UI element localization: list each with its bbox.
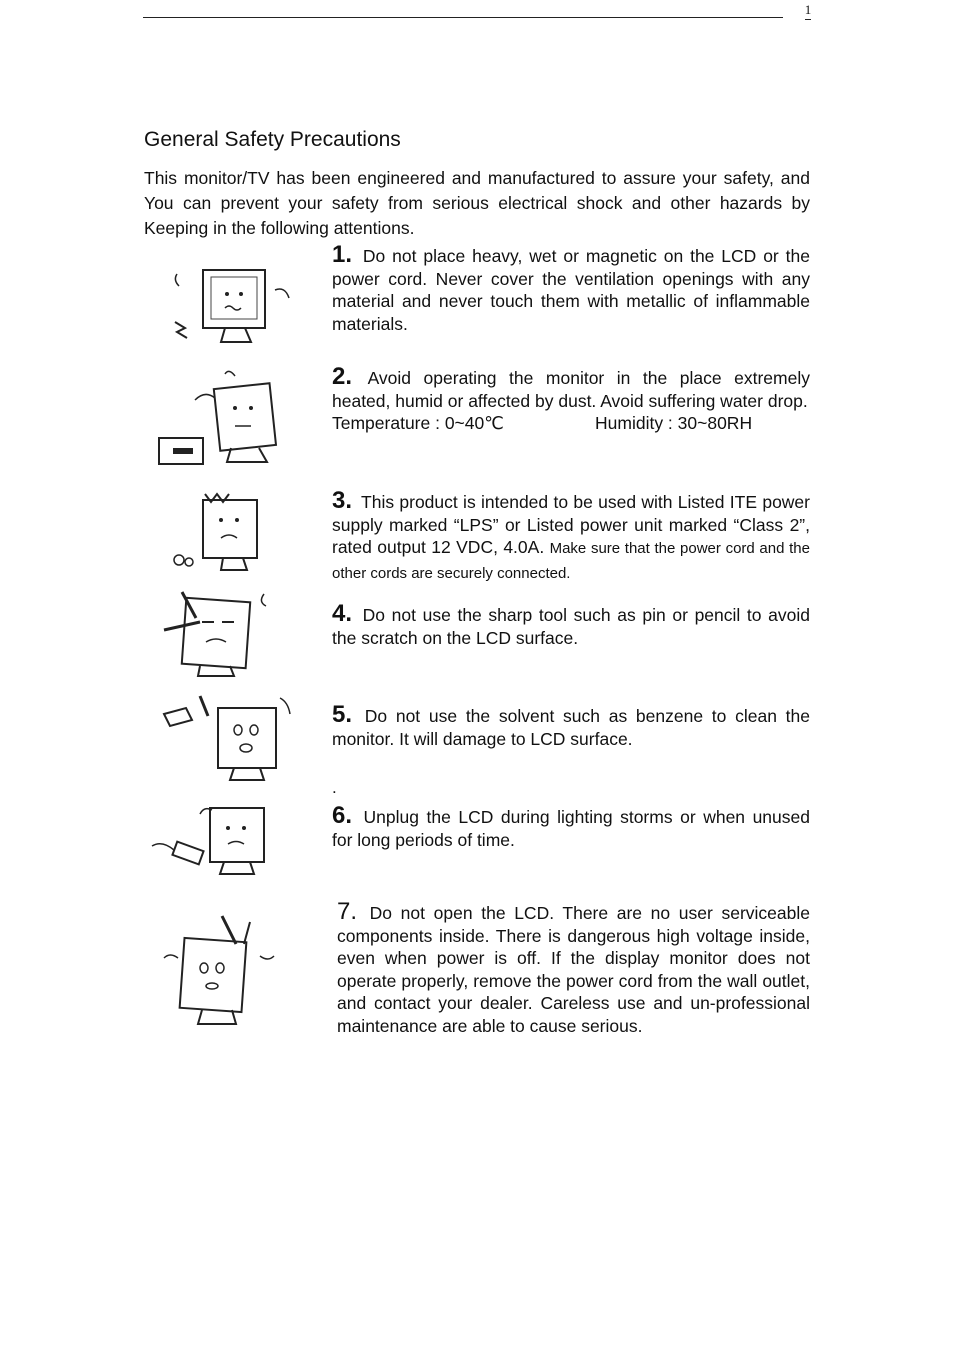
safety-item-4 [332,600,810,649]
item-number: 3. [332,487,353,514]
safety-item-5 [332,701,810,750]
item-number: 2. [332,363,353,390]
item-note: Make sure that the power cord and the other cords are securely connected. [332,540,810,582]
stray-mark: . [332,778,337,797]
safety-item-6 [332,802,810,851]
page-title: General Safety Precautions [144,128,401,151]
item-number: 7. [337,898,358,925]
item-number: 5. [332,701,353,728]
monitor-cartoon-icon [160,588,280,680]
header-rule [143,17,783,18]
item-number: 1. [332,241,353,268]
page-number-underline [805,19,811,20]
monitor-cartoon-icon [165,490,290,575]
item-text: Do not use the solvent such as benzene to clean the monitor. It will damage to LCD surface. [332,706,810,749]
monitor-cartoon-icon [155,262,300,352]
item-text: Do not place heavy, wet or magnetic on the LCD or the power cord. Never cover the ventilation openings with any material and never touch them with metallic of inflammable materials. [332,246,810,334]
humidity-range: Humidity : 30~80RH [595,413,753,433]
monitor-cartoon-icon [155,368,310,470]
page-number: 1 [804,2,812,17]
operating-conditions [332,412,810,435]
item-text: Do not use the sharp tool such as pin or pencil to avoid the scratch on the LCD surface. [332,605,810,648]
item-text: Unplug the LCD during lighting storms or when unused for long periods of time. [332,807,810,850]
temperature-range: Temperature : 0~40℃ [332,413,504,433]
intro-paragraph: This monitor/TV has been engineered and manufactured to assure your safety, and You can prevent your safety from serious electrical shock and other hazards by Keeping in the following attentions. [144,168,810,238]
safety-item-1 [332,241,810,335]
item-text: Avoid operating the monitor in the place extremely heated, humid or affected by dust. Avoid suffering water drop. [332,368,810,411]
item-number: 6. [332,802,353,829]
safety-item-3 [332,487,810,585]
item-text: Do not open the LCD. There are no user serviceable components inside. There is dangerous high voltage inside, even when power is off. If the display monitor does not operate properly, remove the power cord from the wall outlet, and contact your dealer. Careless use and un-professional maintenance are able to cause serious. [337,903,810,1036]
item-number: 4. [332,600,353,627]
item-text: This product is intended to be used with Listed ITE power supply marked “LPS” or Listed power unit marked “Class 2”, rated output 12 VDC, 4.0A. [332,492,810,557]
monitor-cartoon-icon [148,800,283,882]
safety-item-2 [332,363,810,435]
monitor-cartoon-icon [160,692,300,784]
safety-item-7 [337,898,810,1037]
monitor-cartoon-icon [160,912,280,1030]
